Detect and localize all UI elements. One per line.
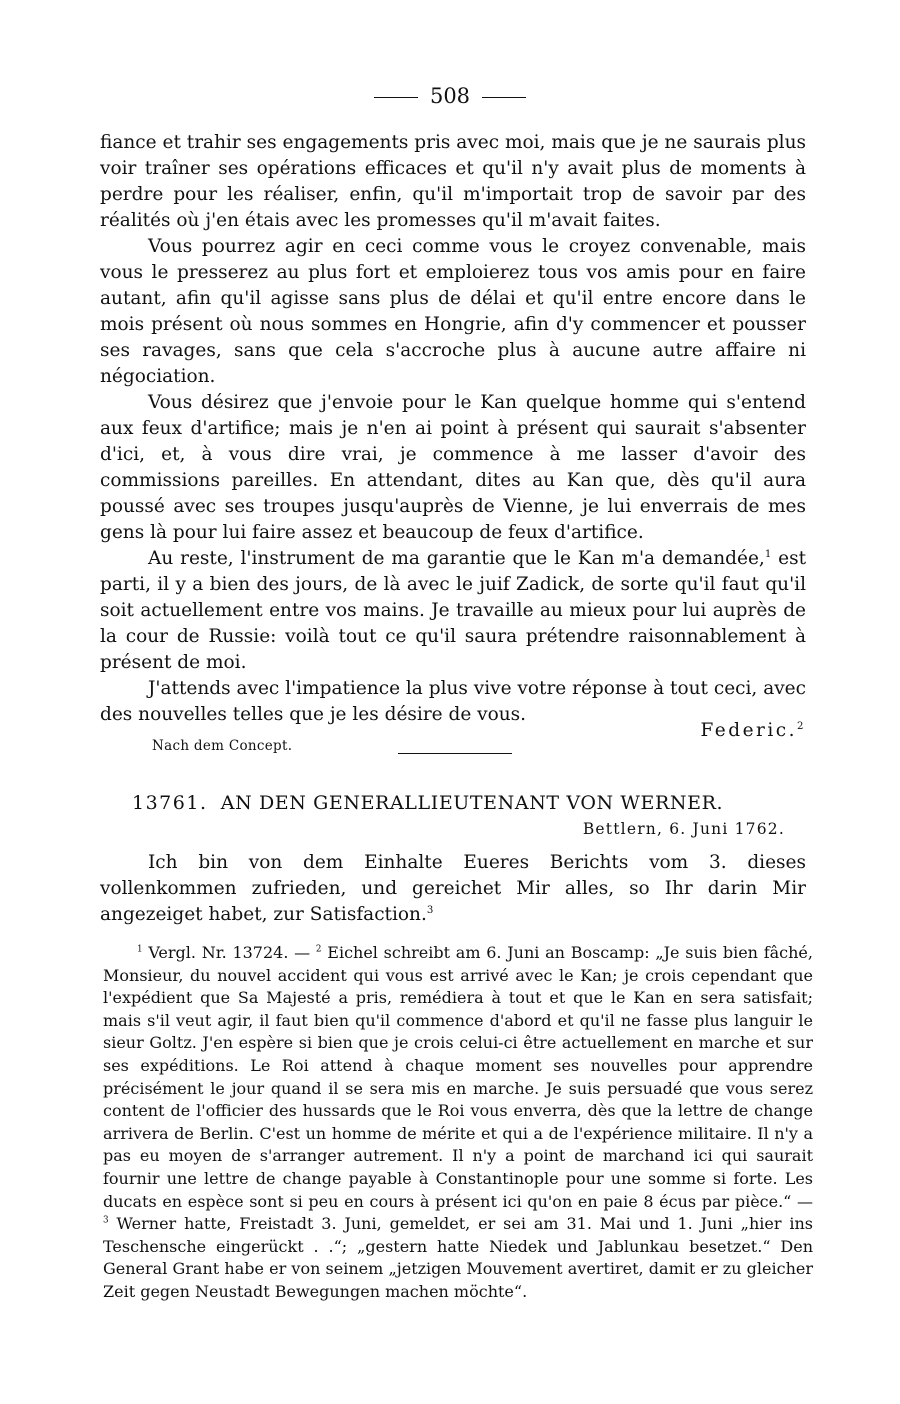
paragraph-4 bbox=[100, 546, 806, 676]
footnote-mark-2: 2 bbox=[315, 944, 322, 955]
source-note: Nach dem Concept. bbox=[152, 738, 293, 754]
page-number-rule-right bbox=[482, 97, 526, 98]
footnote-ref-3: 3 bbox=[426, 904, 434, 916]
letter-body-paragraph bbox=[100, 850, 806, 928]
page-number bbox=[0, 84, 900, 108]
letter-body-text: Ich bin von dem Einhalte Eueres Berichts vom 3. dieses vollenkommen zufrieden, und gereichet Mir alles, so Ihr darin Mir angezeiget habet, zur Satisfaction. bbox=[100, 852, 806, 925]
signature-text: Federic. bbox=[700, 720, 798, 741]
letter-heading bbox=[132, 792, 812, 814]
letter-addressee: AN DEN GENERALLIEUTENANT VON WERNER. bbox=[220, 792, 724, 814]
letter-dateline: Bettlern, 6. Juni 1762. bbox=[582, 820, 785, 838]
footnote-block bbox=[103, 942, 813, 1304]
paragraph-4-start: Au reste, l'instrument de ma garantie que le Kan m'a demandée, bbox=[148, 548, 765, 569]
footnotes bbox=[103, 942, 813, 1304]
letter-closing bbox=[100, 720, 806, 760]
footnote-3: Werner hatte, Freistadt 3. Juni, gemeldet, er sei am 31. Mai und 1. Juni „hier ins Teschensche eingerückt . .“; „gestern hatte Niedek und Jablunkau besetzet.“ Den General Grant habe er von seinem „jetzigen Mouvement avertiret, damit er zu gleicher Zeit gegen Neustadt Bewegungen machen möchte“. bbox=[103, 1214, 813, 1301]
signature bbox=[700, 720, 806, 741]
paragraph-1: fiance et trahir ses engagements pris avec moi, mais que je ne saurais plus voir traîner ses opérations efficaces et qu'il n'y avait plus de moments à perdre pour les réaliser, enfin, qu'il m'importait trop de savoir par des réalités où j'en étais avec les promesses qu'il m'avait faites. bbox=[100, 132, 806, 231]
page-number-text: 508 bbox=[429, 84, 471, 108]
footnote-1: Vergl. Nr. 13724. — bbox=[142, 943, 316, 962]
paragraph-5: J'attends avec l'impatience la plus vive votre réponse à tout ceci, avec des nouvelles telles que je les désire de vous. bbox=[100, 678, 806, 725]
footnote-2: Eichel schreibt am 6. Juni an Boscamp: „Je suis bien fâché, Monsieur, du nouvel accident qui vous est arrivé avec le Kan; je crois cependant que l'expédient que Sa Majesté a pris, remédiera à tout et que le Kan en sera satisfait; mais s'il veut agir, il faut bien qu'il commence d'abord et qu'il ne fasse plus languir le sieur Goltz. J'en espère si bien que je crois celui-ci être actuellement en marche et sur ses expéditions. Le Roi attend à chaque moment ses nouvelles pour apprendre précisément le jour quand il se sera mis en marche. Je suis persuadé que vous serez content de l'officier des hussards que le Roi vous enverra, dès que la lettre de change arrivera de Berlin. C'est un homme de mérite et qui a de l'expérience militaire. Il n'y a pas eu moyen de s'arranger autrement. Il n'y a point de marchand ici qui saurait fournir une lettre de change payable à Constantinople pour une somme si forte. Les ducats en espèce sont si peu en cours à présent ici qu'on en paie 8 écus par pièce.“ — bbox=[103, 943, 813, 1211]
paragraph-4-end: est parti, il y a bien des jours, de là avec le juif Zadick, de sorte qu'il faut qu'il soit actuellement entre vos mains. Je travaille au mieux pour lui auprès de la cour de Russie: voilà tout ce qu'il saura prétendre raisonnablement à présent de moi. bbox=[100, 548, 806, 673]
page-number-rule-left bbox=[374, 97, 418, 98]
paragraph-3: Vous désirez que j'envoie pour le Kan quelque homme qui s'entend aux feux d'artifice; mais je n'en ai point à présent qui saurait s'absenter d'ici, et, à vous dire vrai, je commence à me lasser d'avoir des commissions pareilles. En attendant, dites au Kan que, dès qu'il aura poussé avec ses troupes jusqu'auprès de Vienne, je lui enverrais de mes gens là pour lui faire assez et beaucoup de feux d'artifice. bbox=[100, 392, 806, 543]
footnote-ref-2: 2 bbox=[797, 720, 806, 732]
letter-body bbox=[100, 850, 806, 928]
letter-number: 13761. bbox=[132, 792, 208, 814]
letter-continuation bbox=[100, 130, 806, 728]
paragraph-2: Vous pourrez agir en ceci comme vous le croyez convenable, mais vous le presserez au plus fort et emploierez tous vos amis pour en faire autant, afin qu'il agisse sans plus de délai et qu'il entre encore dans le mois présent où nous sommes en Hongrie, afin d'y commencer et pousser ses ravages, sans que cela s'accroche plus à aucune autre affaire ni négociation. bbox=[100, 236, 806, 387]
footnote-ref-1: 1 bbox=[764, 548, 772, 560]
section-divider bbox=[398, 753, 512, 754]
footnote-mark-3: 3 bbox=[103, 1215, 109, 1226]
footnote-mark-1: 1 bbox=[137, 944, 143, 955]
